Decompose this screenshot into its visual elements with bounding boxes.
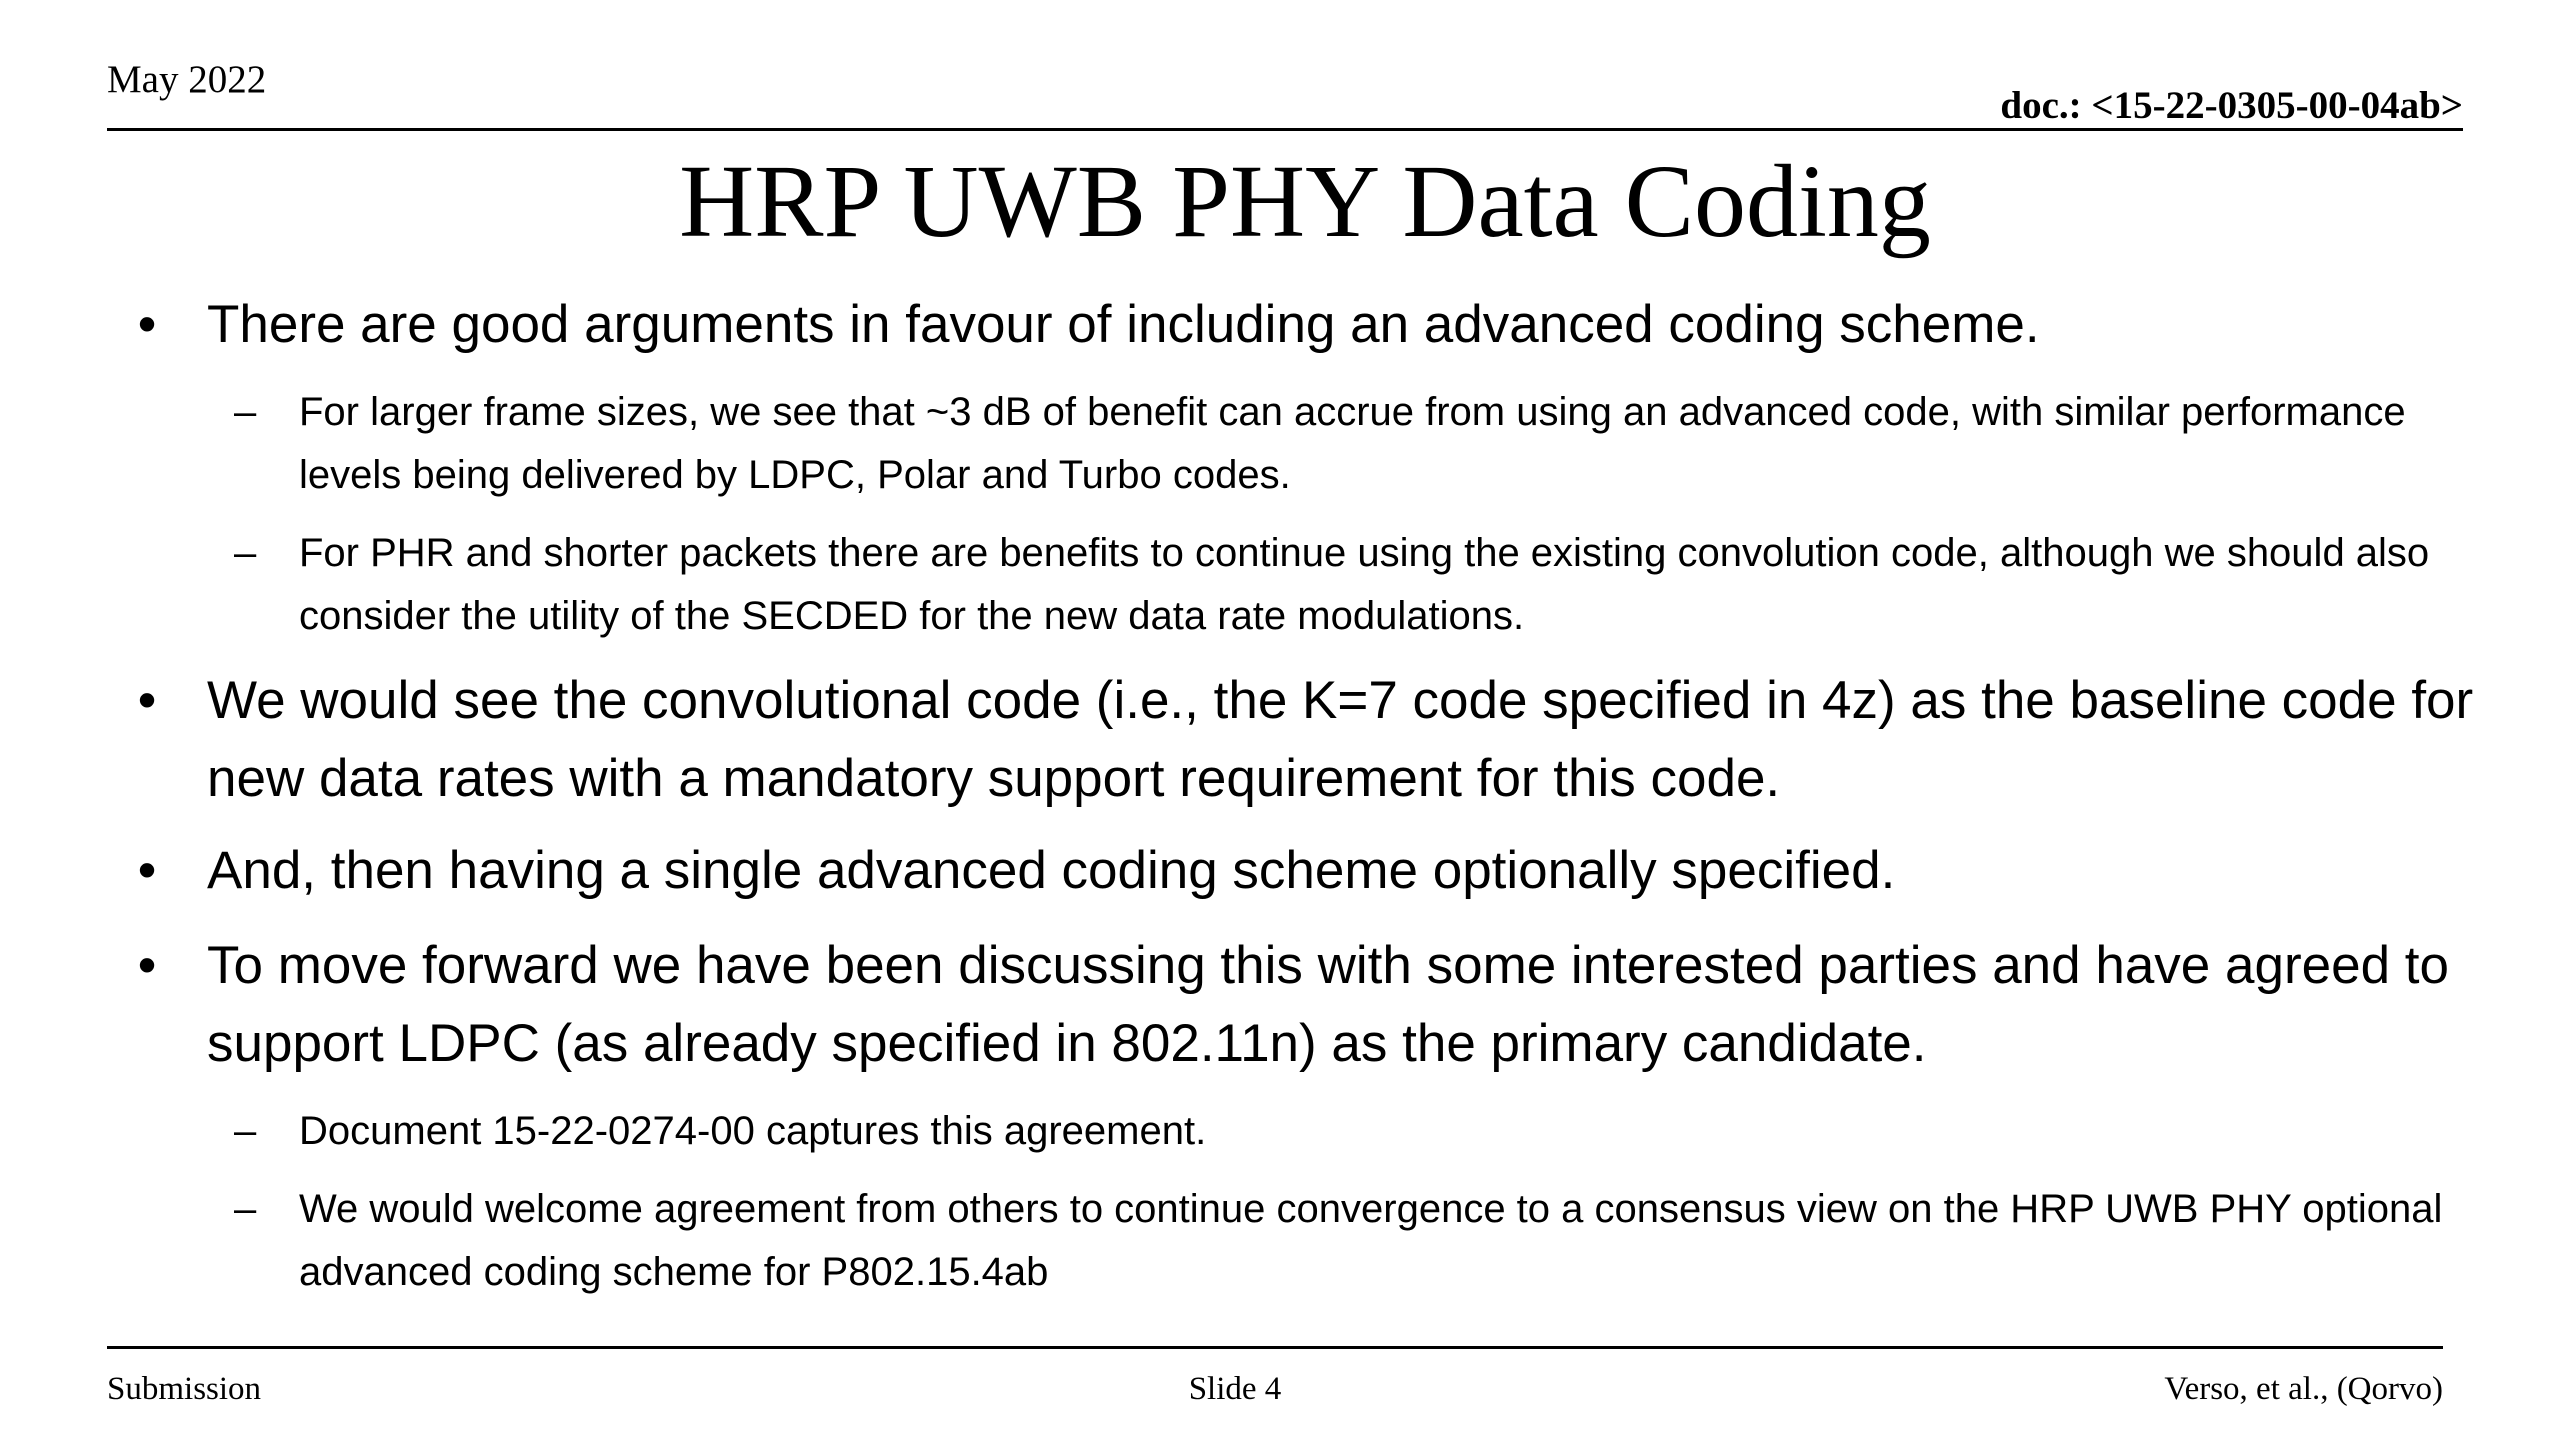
bullet-text: And, then having a single advanced coding scheme optionally specified.	[207, 841, 1896, 900]
sub-bullet-text: Document 15-22-0274-00 captures this agreement.	[299, 1109, 1207, 1153]
sub-bullet-item	[234, 522, 2449, 648]
sub-bullet-marker: –	[234, 1109, 257, 1153]
slide-title: HRP UWB PHY Data Coding	[679, 144, 1931, 259]
bullet-item	[137, 927, 2487, 1083]
sub-bullet-text: For PHR and shorter packets there are benefits to continue using the existing convolution code, although we should also consider the utility of the SECDED for the new data rate modulations.	[299, 531, 2430, 638]
sub-bullet-item	[234, 381, 2449, 507]
bullet-marker: •	[137, 936, 157, 995]
bullet-marker: •	[137, 671, 157, 730]
bullet-text: To move forward we have been discussing this with some interested parties and have agreed to support LDPC (as already specified in 802.11n) as the primary candidate.	[207, 936, 2449, 1073]
sub-bullet-text: For larger frame sizes, we see that ~3 dB of benefit can accrue from using an advanced code, with similar performance levels being delivered by LDPC, Polar and Turbo codes.	[299, 390, 2406, 497]
sub-bullet-marker: –	[234, 1187, 257, 1231]
header-date: May 2022	[107, 58, 267, 101]
bullet-item	[137, 662, 2487, 818]
sub-bullet-text: We would welcome agreement from others to continue convergence to a consensus view on the HRP UWB PHY optional advanced coding scheme for P802.15.4ab	[299, 1187, 2443, 1294]
bullet-text: There are good arguments in favour of including an advanced coding scheme.	[207, 295, 2040, 354]
footer-authors: Verso, et al., (Qorvo)	[2164, 1371, 2443, 1407]
footer-slide-number: Slide 4	[1188, 1371, 1282, 1407]
bullet-item	[137, 832, 2487, 910]
footer-submission: Submission	[107, 1371, 262, 1407]
footer-divider	[107, 1346, 2443, 1349]
bullet-item	[137, 286, 2487, 364]
header-doc-id: doc.: <15-22-0305-00-04ab>	[2000, 84, 2463, 127]
bullet-marker: •	[137, 295, 157, 354]
sub-bullet-marker: –	[234, 531, 257, 575]
sub-bullet-marker: –	[234, 390, 257, 434]
bullet-marker: •	[137, 841, 157, 900]
sub-bullet-item	[234, 1100, 2449, 1163]
sub-bullet-item	[234, 1178, 2449, 1304]
bullet-text: We would see the convolutional code (i.e., the K=7 code specified in 4z) as the baseline code for new data rates with a mandatory support requirement for this code.	[207, 671, 2474, 808]
